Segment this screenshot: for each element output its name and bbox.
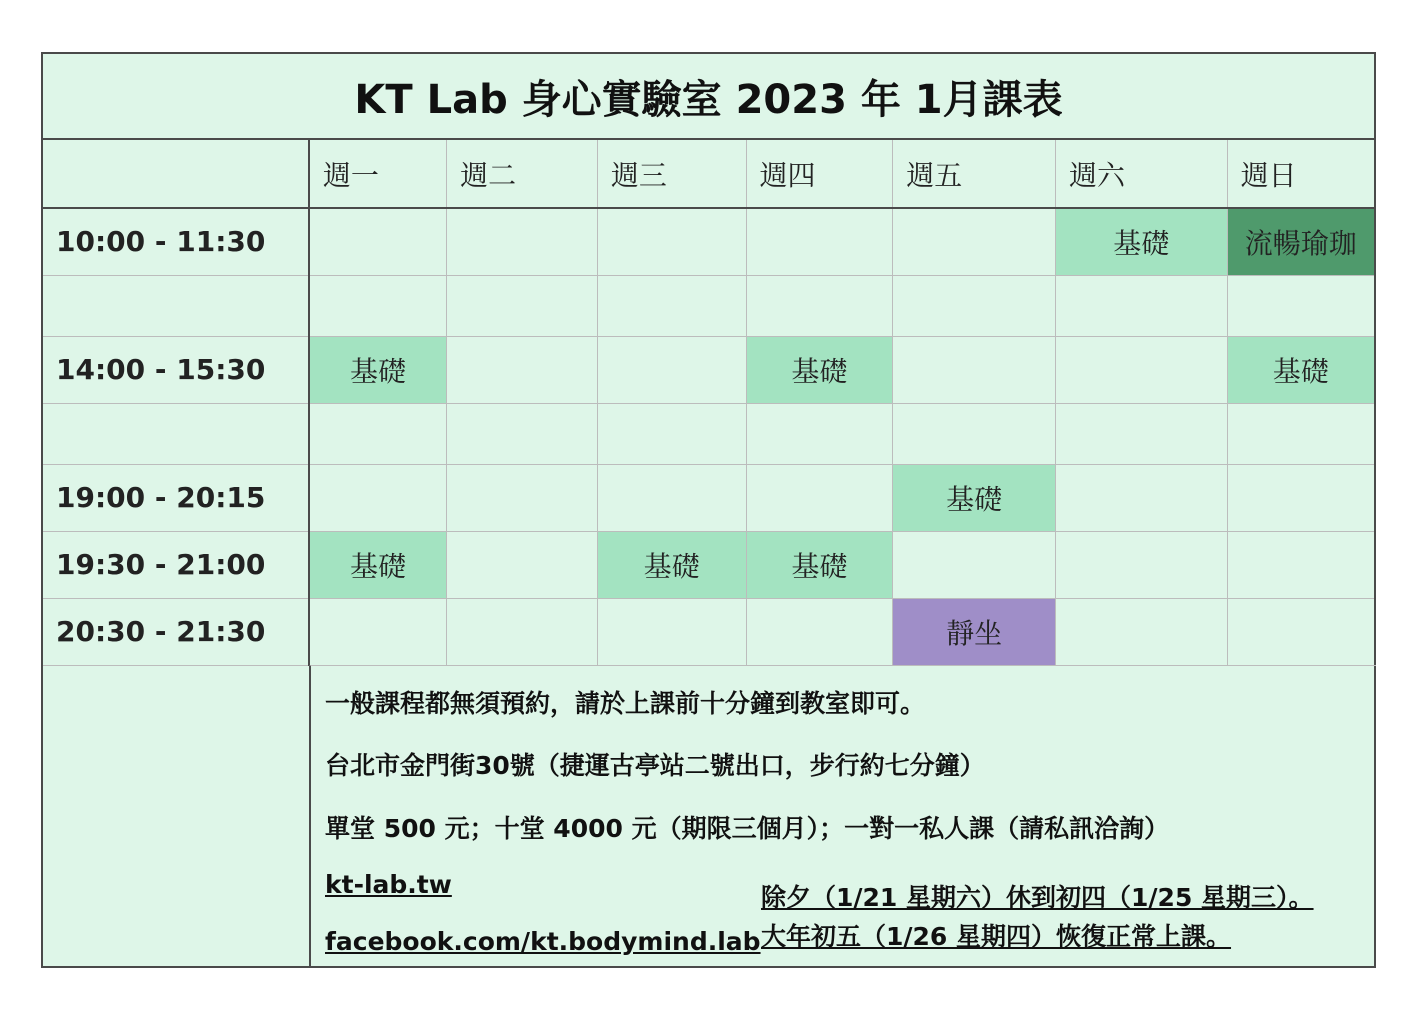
class-cell — [309, 403, 447, 464]
header-row — [43, 140, 1374, 208]
day-header: 週四 — [746, 140, 893, 208]
class-cell — [309, 464, 447, 531]
class-cell — [893, 208, 1056, 275]
schedule-sheet — [41, 52, 1376, 968]
class-cell — [447, 208, 598, 275]
table-row — [43, 336, 1374, 403]
class-cell: 基礎 — [309, 531, 447, 598]
class-cell — [1055, 336, 1227, 403]
time-slot: 10:00 - 11:30 — [43, 208, 309, 275]
class-cell — [309, 598, 447, 665]
class-cell: 基礎 — [1055, 208, 1227, 275]
class-cell — [746, 275, 893, 336]
class-cell — [597, 275, 746, 336]
class-cell: 基礎 — [597, 531, 746, 598]
time-slot — [43, 275, 309, 336]
class-cell — [309, 275, 447, 336]
holiday-notice-resume: 大年初五（1/26 星期四）恢復正常上課。 — [761, 922, 1232, 951]
day-header: 週三 — [597, 140, 746, 208]
class-cell — [447, 598, 598, 665]
class-cell: 流暢瑜珈 — [1227, 208, 1374, 275]
class-cell — [893, 403, 1056, 464]
class-cell: 基礎 — [1227, 336, 1374, 403]
class-cell: 基礎 — [309, 336, 447, 403]
time-slot: 20:30 - 21:30 — [43, 598, 309, 665]
class-cell: 基礎 — [746, 336, 893, 403]
class-cell — [1227, 531, 1374, 598]
class-cell — [1227, 598, 1374, 665]
table-row — [43, 598, 1374, 665]
info-panel — [309, 665, 1376, 968]
day-header: 週六 — [1055, 140, 1227, 208]
time-slot — [43, 403, 309, 464]
class-cell — [597, 336, 746, 403]
info-booking-text: 一般課程都無須預約，請於上課前十分鐘到教室即可。 — [325, 689, 926, 718]
day-header: 週五 — [893, 140, 1056, 208]
class-cell — [746, 464, 893, 531]
class-cell: 基礎 — [893, 464, 1056, 531]
class-cell — [746, 208, 893, 275]
class-cell — [1227, 403, 1374, 464]
time-slot: 14:00 - 15:30 — [43, 336, 309, 403]
class-cell — [597, 403, 746, 464]
day-header: 週一 — [309, 140, 447, 208]
table-row — [43, 208, 1374, 275]
page-title: KT Lab 身心實驗室 2023 年 1月課表 — [43, 54, 1374, 140]
class-cell — [746, 403, 893, 464]
class-cell — [1055, 403, 1227, 464]
header-corner — [43, 140, 309, 208]
class-cell: 基礎 — [746, 531, 893, 598]
day-header: 週二 — [447, 140, 598, 208]
class-cell — [597, 598, 746, 665]
info-address-text: 台北市金門街30號（捷運古亭站二號出口，步行約七分鐘） — [325, 751, 985, 780]
class-cell — [447, 403, 598, 464]
class-cell — [597, 464, 746, 531]
class-cell — [447, 531, 598, 598]
class-cell — [1055, 275, 1227, 336]
class-cell — [1227, 275, 1374, 336]
info-pricing-text: 單堂 500 元；十堂 4000 元（期限三個月）；一對一私人課（請私訊洽詢） — [325, 814, 1170, 843]
class-cell — [447, 464, 598, 531]
table-row — [43, 275, 1374, 336]
class-cell — [1055, 598, 1227, 665]
time-slot: 19:30 - 21:00 — [43, 531, 309, 598]
class-cell — [893, 336, 1056, 403]
table-row — [43, 464, 1374, 531]
class-cell — [1055, 531, 1227, 598]
facebook-link[interactable]: facebook.com/kt.bodymind.lab — [325, 927, 761, 956]
class-cell — [447, 336, 598, 403]
class-cell — [1055, 464, 1227, 531]
class-cell — [447, 275, 598, 336]
class-cell — [1227, 464, 1374, 531]
class-cell — [893, 531, 1056, 598]
day-header: 週日 — [1227, 140, 1374, 208]
holiday-notice-closed: 除夕（1/21 星期六）休到初四（1/25 星期三）。 — [761, 883, 1314, 912]
class-cell — [893, 275, 1056, 336]
time-slot: 19:00 - 20:15 — [43, 464, 309, 531]
class-cell — [597, 208, 746, 275]
class-cell — [746, 598, 893, 665]
class-cell: 靜坐 — [893, 598, 1056, 665]
table-row — [43, 403, 1374, 464]
website-link[interactable]: kt-lab.tw — [325, 870, 452, 899]
schedule-table — [43, 140, 1374, 666]
table-row — [43, 531, 1374, 598]
class-cell — [309, 208, 447, 275]
